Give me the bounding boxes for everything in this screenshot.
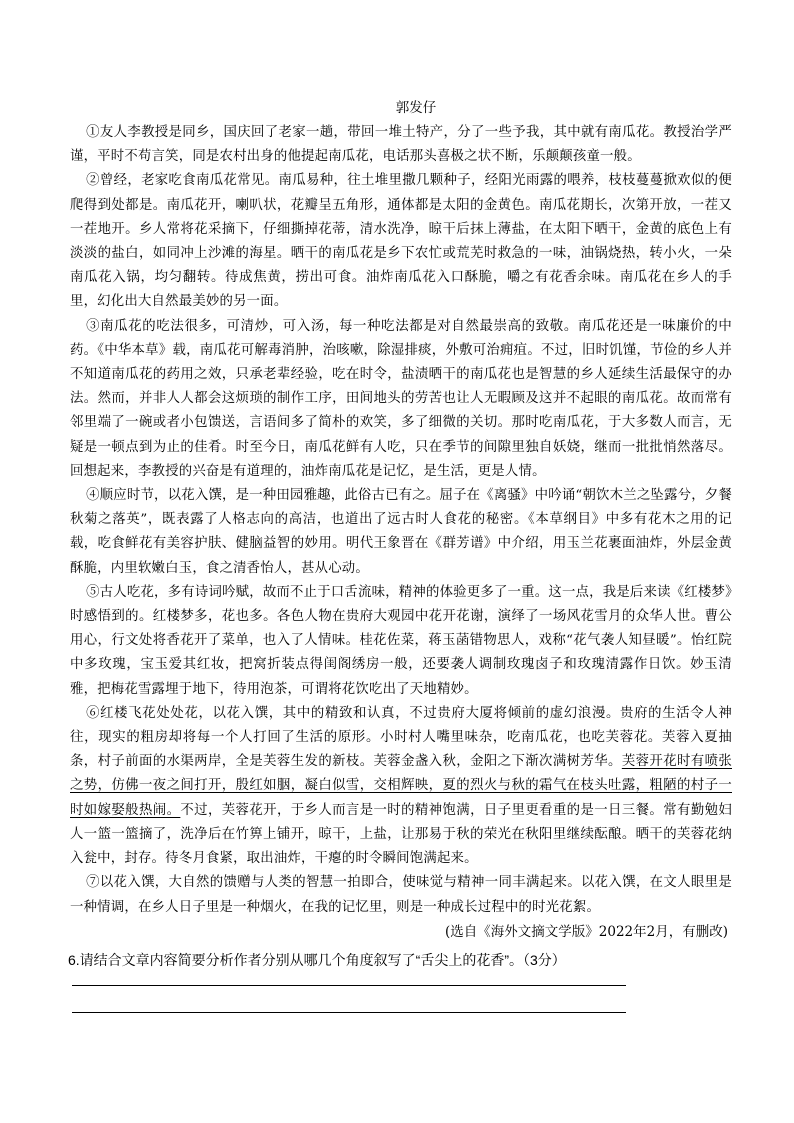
answer-line-2[interactable] (72, 1012, 626, 1013)
paragraph-3: ③南瓜花的吃法很多，可清炒，可入汤，每一种吃法都是对自然最崇高的致敬。南瓜花还是一味廉价的中药。《中华本草》载，南瓜花可解毒消肿，治咳嗽，除湿排痰，外敷可治痈疽。不过，旧时饥馑，节俭的乡人并不知道南瓜花的药用之效，只承老辈经验，吃在时令，盐渍晒干的南瓜花也是智慧的乡人延续生活最保守的办法。然而，并非人人都会这烦琐的制作工序，田间地头的劳苦也让人无暇顾及这并不起眼的南瓜花。故而常有邻里端了一碗或者小包馈送，言语间多了简朴的欢笑，多了细微的关切。那时吃南瓜花，于大多数人而言，无疑是一顿点到为止的佳肴。时至今日，南瓜花鲜有人吃，只在季节的间隙里独自妖娆，继而一批批悄然落尽。回想起来，李教授的兴奋是有道理的，油炸南瓜花是记忆，是生活，更是人情。 (70, 318, 732, 479)
answer-line-1[interactable] (72, 985, 626, 986)
paragraph-6 (70, 702, 732, 871)
underlined-sentence: 芙蓉开花时有喷张之势，仿佛一夜之间打开，殷红如胭，凝白似雪，交相辉映，夏的烈火与秋的霜气在枝头吐露，粗陋的村子一时如嫁娶般热闹。 (70, 754, 732, 818)
paragraph-7: ⑦以花入馔，大自然的馈赠与人类的智慧一拍即合，使味觉与精神一同丰满起来。以花入馔，在文人眼里是一种情调，在乡人日子里是一种烟火，在我的记忆里，则是一种成长过程中的时光花絮。 (70, 875, 732, 915)
paragraph-5: ⑤古人吃花，多有诗词吟赋，故而不止于口舌流味，精神的体验更多了一重。这一点，我是后来读《红楼梦》时感悟到的。红楼梦多，花也多。各色人物在贵府大观园中花开花谢，演绎了一场风花雪月的众华人世。曹公用心，行文处将香花开了菜单，也入了人情味。桂花佐菜，蒋玉菡错物思人，戏称“花气袭人知昼暖”。怡红院中多玫瑰，宝玉爱其红妆，把窝折装点得闺阁绣房一般，还要袭人调制玫瑰卤子和玫瑰清露作日饮。妙玉清雅，把梅花雪露埋于地下，待用泡茶，可谓将花饮吃出了天地精妙。 (70, 584, 732, 697)
article-author: 郭发仔 (395, 100, 437, 116)
question-6: 6.请结合文章内容简要分析作者分别从哪几个角度叙写了“舌尖上的花香”。（3分） (68, 951, 566, 968)
paragraph-6-text-before: ⑥红楼飞花处处花，以花入馔，其中的精致和认真，不过贵府大厦将倾前的虚幻浪漫。贵府的生活令人神往，现实的粗房却将每一个人打回了生活的原形。小时村人嘴里味杂，吃南瓜花，也吃芙蓉花。芙蓉入夏抽条，村子前面的水渠两岸，全是芙蓉生发的新枝。芙蓉金盏入秋，金阳之下渐次满树芳华。 (70, 705, 732, 770)
paragraph-4: ④顺应时节，以花入馔，是一种田园雅趣，此俗古已有之。屈子在《离骚》中吟诵“朝饮木兰之坠露兮，夕餐秋菊之落英”，既表露了人格志向的高洁，也道出了远古时人食花的秘密。《本草纲目》中多有花木之用的记载，吃食鲜花有美容护肤、健脑益智的妙用。明代王象晋在《群芳谱》中介绍，用玉兰花裹面油炸，外层金黄酥脆，内里软嫩白玉，食之清香怡人，甚从心动。 (70, 488, 732, 576)
paragraph-1: ①友人李教授是同乡，国庆回了老家一趟，带回一堆土特产，分了一些予我，其中就有南瓜花。教授治学严谨，平时不苟言笑，同是农村出身的他提起南瓜花，电话那头喜极之状不断，乐颠颠孩童一般。 (70, 125, 732, 165)
paragraph-6-text-after: 不过，芙蓉花开，于乡人而言是一时的精神饱满，日子里更看重的是一日三餐。常有勤勉妇人一篮一篮摘了，洗净后在竹箅上铺开，晾干，上盐，让那易于秋的荣光在秋阳里继续酝酿。晒干的芙蓉花纳入瓮中，封存。待冬月食紧，取出油炸，干瘪的时令瞬间饱满起来。 (70, 802, 732, 867)
article-source: (选自《海外文摘文学版》2022年2月，有删改) (445, 923, 728, 940)
paragraph-2: ②曾经，老家吃食南瓜花常见。南瓜易种，往土堆里撒几颗种子，经阳光雨露的喂养，枝枝蔓蔓掀欢似的便爬得到处都是。南瓜花开，喇叭状，花瓣呈五角形，通体都是太阳的金黄色。南瓜花期长，次第开放，一茬又一茬地开。乡人常将花采摘下，仔细撕掉花蒂，清水洗净，晾干后抹上薄盐，在太阳下晒干，金黄的底色上有淡淡的盐白，如同冲上沙滩的海星。晒干的南瓜花是乡下农忙或荒芜时救急的一味，油锅烧热，转小火，一朵南瓜花入锅，均匀翻转。待成焦黄，捞出可食。油炸南瓜花入口酥脆，嚼之有花香余味。南瓜花在乡人的手里，幻化出大自然最美妙的另一面。 (70, 173, 732, 310)
article (70, 96, 732, 972)
